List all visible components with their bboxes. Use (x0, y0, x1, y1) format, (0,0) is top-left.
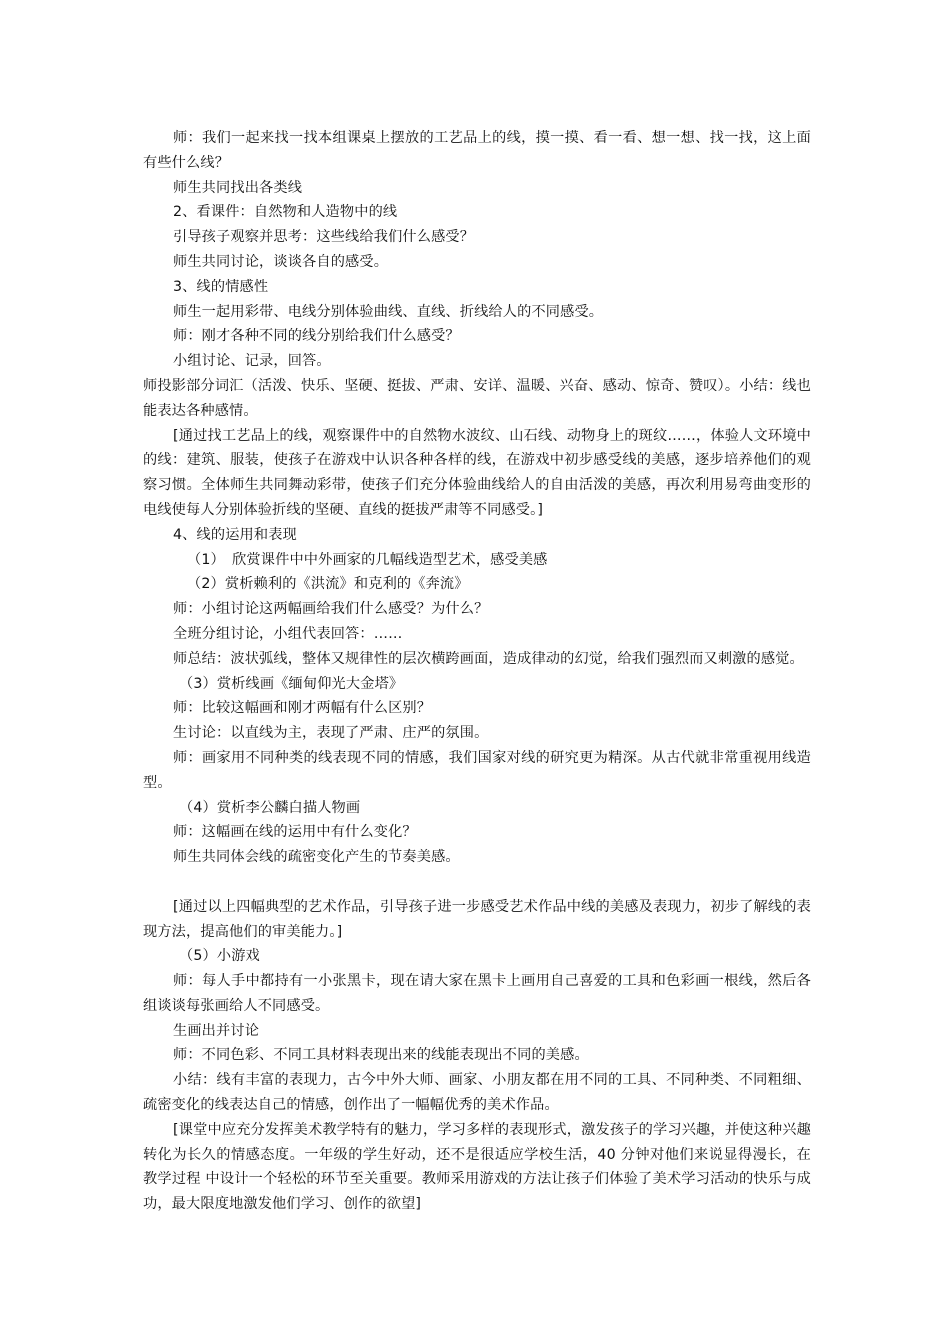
paragraph: （5）小游戏 (179, 948, 260, 965)
paragraph: 小组讨论、记录，回答。 (173, 353, 331, 370)
paragraph: [课堂中应充分发挥美术教学特有的魅力，学习多样的表现形式，激发孩子的学习兴趣，并使这种兴趣转化为长久的情感态度。一年级的学生好动，还不是很适应学校生活，40 分钟对他们来说显得漫长，在教学过程 中设计一个轻松的环节至关重要。教师采用游戏的方法让孩子们体验了美术学习活动的快乐与成功，最大限度地激发他们学习、创作的欲望] (143, 1121, 811, 1213)
paragraph: [通过找工艺品上的线，观察课件中的自然物水波纹、山石线、动物身上的斑纹……，体验人文环境中的线：建筑、服装，使孩子在游戏中认识各种各样的线，在游戏中初步感受线的美感，逐步培养他们的观察习惯。全体师生共同舞动彩带，使孩子们充分体验曲线给人的自由活泼的美感，再次利用易弯曲变形的电线使每人分别体验折线的坚硬、直线的挺拔严肃等不同感受。] (143, 427, 811, 518)
paragraph: 引导孩子观察并思考：这些线给我们什么感受？ (173, 229, 475, 246)
paragraph: [通过以上四幅典型的艺术作品，引导孩子进一步感受艺术作品中线的美感及表现力，初步了解线的表现方法，提高他们的审美能力。] (143, 898, 811, 940)
paragraph: 师：小组讨论这两幅画给我们什么感受？为什么？ (173, 601, 489, 618)
document-body (143, 126, 811, 1217)
paragraph: 小结：线有丰富的表现力，古今中外大师、画家、小朋友都在用不同的工具、不同种类、不同粗细、疏密变化的线表达自己的情感，创作出了一幅幅优秀的美术作品。 (143, 1072, 811, 1114)
paragraph: 师：画家用不同种类的线表现不同的情感，我们国家对线的研究更为精深。从古代就非常重视用线造型。 (143, 749, 811, 791)
paragraph: 生讨论：以直线为主，表现了严肃、庄严的氛围。 (173, 725, 489, 742)
paragraph: 师投影部分词汇（活泼、快乐、坚硬、挺拔、严肃、安详、温暖、兴奋、感动、惊奇、赞叹）。小结：线也能表达各种感情。 (143, 377, 811, 419)
paragraph: 师：每人手中都持有一小张黑卡，现在请大家在黑卡上画用自己喜爱的工具和色彩画一根线，然后各组谈谈每张画给人不同感受。 (143, 973, 811, 1014)
paragraph: 师生共同找出各类线 (173, 179, 303, 196)
paragraph: 4、线的运用和表现 (173, 526, 297, 543)
paragraph: 师生一起用彩带、电线分别体验曲线、直线、折线给人的不同感受。 (173, 303, 604, 320)
paragraph: （2）赏析赖利的《洪流》和克利的《奔流》 (187, 576, 469, 593)
paragraph: 全班分组讨论，小组代表回答：…… (173, 625, 403, 642)
paragraph: 生画出并讨论 (173, 1022, 260, 1039)
paragraph: 师：我们一起来找一找本组课桌上摆放的工艺品上的线，摸一摸、看一看、想一想、找一找，这上面有些什么线？ (143, 130, 811, 171)
paragraph: （3）赏析线画《缅甸仰光大金塔》 (179, 675, 404, 692)
paragraph: 师生共同体会线的疏密变化产生的节奏美感。 (173, 849, 460, 866)
paragraph: 师：这幅画在线的运用中有什么变化？ (173, 824, 417, 841)
paragraph: 3、线的情感性 (173, 278, 269, 295)
paragraph: 师：刚才各种不同的线分别给我们什么感受？ (173, 328, 460, 345)
paragraph: 师总结：波状弧线，整体又规律性的层次横跨画面，造成律动的幻觉，给我们强烈而又刺激的感觉。 (173, 650, 804, 667)
blank-line (143, 870, 811, 895)
paragraph: 师生共同讨论，谈谈各自的感受。 (173, 253, 389, 270)
paragraph: 师：不同色彩、不同工具材料表现出来的线能表现出不同的美感。 (173, 1047, 589, 1064)
paragraph: 师：比较这幅画和刚才两幅有什么区别？ (173, 700, 432, 717)
paragraph: （1） 欣赏课件中中外画家的几幅线造型艺术，感受美感 (187, 551, 548, 568)
paragraph: 2、看课件：自然物和人造物中的线 (173, 204, 398, 221)
paragraph: （4）赏析李公麟白描人物画 (179, 799, 361, 816)
